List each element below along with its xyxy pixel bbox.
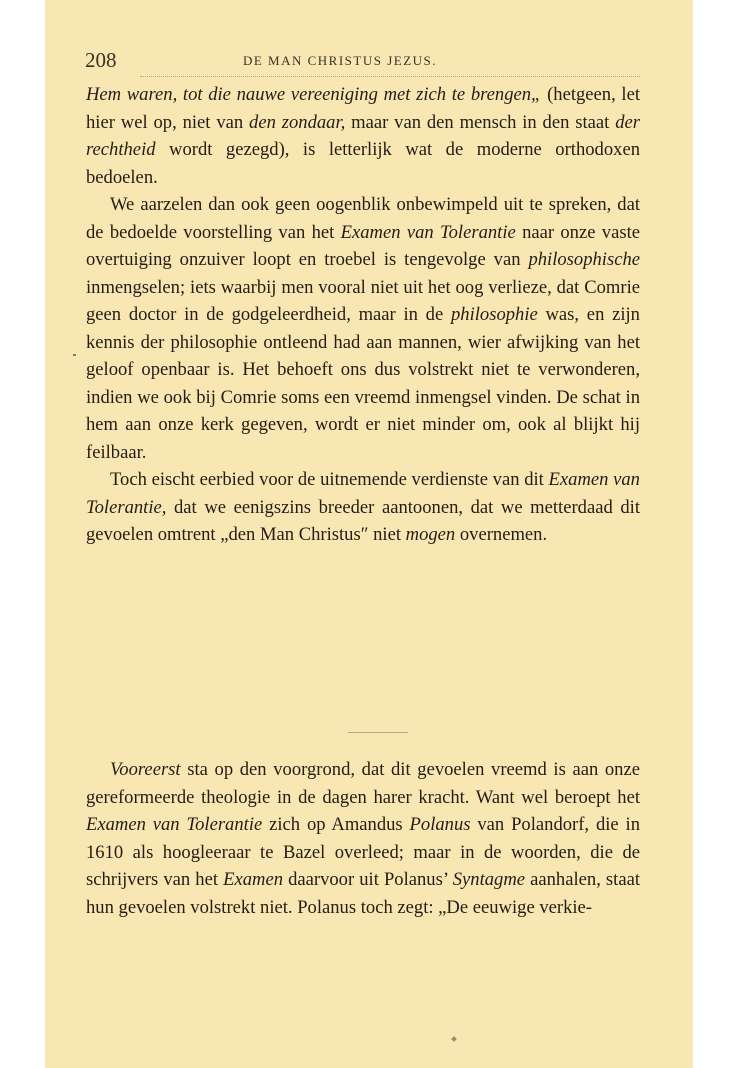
text-block-top [86, 81, 640, 549]
italic-phrase: den zondaar, [249, 111, 346, 133]
italic-phrase: philosophie [450, 304, 538, 325]
italic-phrase: Syntagme [452, 869, 526, 890]
text-run: zich op Amandus [262, 814, 410, 835]
text-run: overnemen. [455, 524, 548, 545]
paper-speck [73, 354, 76, 356]
text-run: We aarzelen dan ook geen oogenblik onbewimpeld uit te spreken, dat de bedoelde voorstelling van het [86, 194, 640, 243]
paragraph [86, 756, 640, 921]
text-run: Toch eischt eerbied voor de uitnemende verdienste van dit [110, 469, 549, 490]
paragraph-continued [86, 81, 640, 191]
text-run: van Polandorf, die in 1610 als hoogleeraar te Bazel overleed; maar in de woorden, die de schrijvers van het [86, 814, 640, 890]
text-block-bottom [86, 756, 640, 921]
text-run: daarvoor uit Polanus’ [283, 869, 453, 890]
italic-phrase: Vooreerst [110, 759, 181, 780]
italic-phrase: der rechtheid [86, 111, 640, 160]
page-header [85, 48, 595, 74]
italic-phrase: philosophische [528, 249, 640, 270]
paragraph [86, 466, 640, 549]
running-title: DE MAN CHRISTUS JEZUS. [242, 53, 438, 68]
section-divider [348, 732, 408, 733]
text-run: aanhalen, staat hun gevoelen volstrekt niet. Polanus toch zegt: „De eeuwige verkie- [86, 869, 641, 918]
text-run: dat we eenigszins breeder aantoonen, dat we metterdaad dit gevoelen omtrent „den Man Christus″ niet [86, 496, 640, 545]
italic-phrase: Examen [223, 869, 283, 890]
text-run: maar van den mensch in den staat [345, 111, 616, 133]
text-run: sta op den voorgrond, dat dit gevoelen vreemd is aan onze gereformeerde theologie in de dagen harer kracht. Want wel beroept het [86, 759, 640, 808]
text-run: wordt gezegd), is letterlijk wat de moderne orthodoxen bedoelen. [86, 139, 640, 188]
paragraph [86, 191, 640, 466]
italic-phrase: Polanus [409, 814, 471, 835]
italic-phrase: Examen van Tolerantie, [86, 469, 640, 518]
italic-phrase: Hem waren, tot die nauwe vereeniging met zich te brengen„ [86, 84, 542, 105]
page-number: 208 [85, 48, 117, 72]
italic-phrase: Examen van Tolerantie [340, 221, 516, 243]
text-run: inmengselen; iets waarbij men vooral niet uit het oog verlieze, dat Comrie geen doctor in de godgeleerdheid, maar in de [86, 276, 640, 325]
italic-phrase: mogen [405, 524, 456, 545]
text-run: was, en zijn kennis der philosophie ontleend had aan mannen, wier afwijking van het geloof openbaar is. Het behoeft ons dus volstrekt niet te verwonderen, indien we ook bij Comrie soms een vreemd inmengsel vinden. De schat in hem aan onze kerk gegeven, wordt er niet minder om, ook al blijkt hij feilbaar. [86, 304, 640, 463]
header-rule [140, 76, 640, 77]
text-run: (hetgeen, let hier wel op, niet van [86, 84, 640, 133]
italic-phrase: Examen van Tolerantie [86, 814, 263, 835]
text-run: naar onze vaste overtuiging onzuiver loopt en troebel is tengevolge van [86, 221, 640, 270]
